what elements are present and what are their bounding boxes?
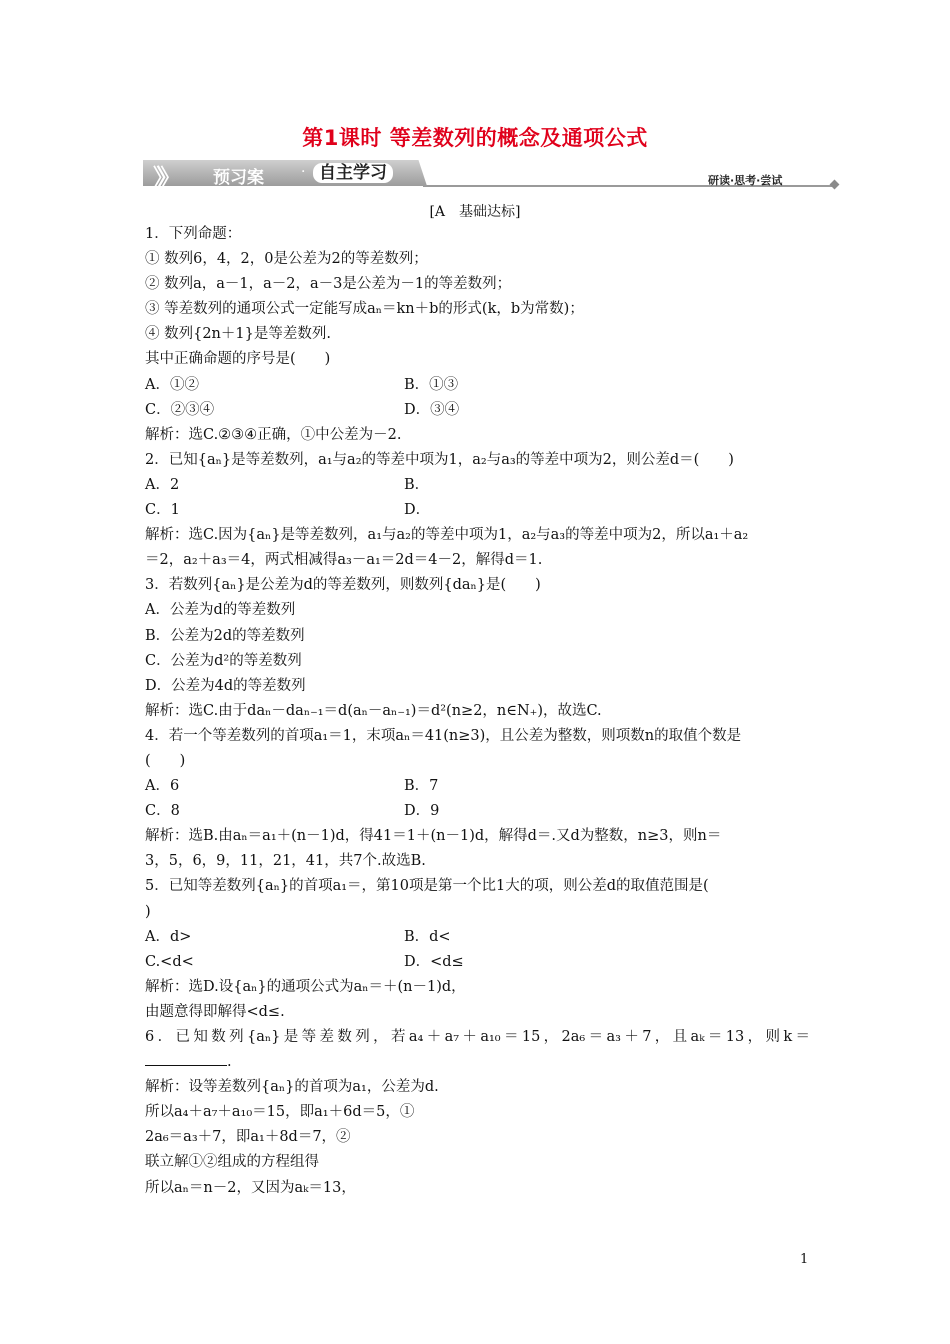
question-line: 6．已知数列{aₙ}是等差数列，若a₄＋a₇＋a₁₀＝15，2a₆＝a₃＋7，且aₖ＝13，则k＝ xyxy=(145,1029,810,1045)
option-row xyxy=(145,373,810,398)
option-d: D．9 xyxy=(404,803,440,820)
solution-line: 解析：选B.由aₙ＝a₁＋(n－1)d，得41＝1＋(n－1)d，解得d＝.又d为整数，n≥3，则n＝ xyxy=(145,828,722,845)
option-d: D．公差为4d的等差数列 xyxy=(145,677,306,694)
option-c: C.<d< xyxy=(145,953,194,970)
option-row xyxy=(145,473,810,498)
question-line: ) xyxy=(145,903,151,920)
diamond-icon xyxy=(830,180,840,190)
option-a: A．公差为d的等差数列 xyxy=(145,602,296,619)
solution-line: 2a₆＝a₃＋7，即a₁＋8d＝7，② xyxy=(145,1129,351,1146)
question-line: 5．已知等差数列{aₙ}的首项a₁＝，第10项是第一个比1大的项，则公差d的取值范围是( xyxy=(145,878,709,895)
option-a: A．2 xyxy=(145,476,180,493)
section-heading: [A 基础达标] xyxy=(429,204,521,220)
banner-subtitle: 研读·思考·尝试 xyxy=(708,174,783,187)
option-a: A．6 xyxy=(145,778,180,795)
text-line: ② 数列a，a－1，a－2，a－3是公差为－1的等差数列； xyxy=(145,276,512,293)
option-d: D．③④ xyxy=(404,401,460,418)
option-row xyxy=(145,799,810,824)
solution-line: 解析：选D.设{aₙ}的通项公式为aₙ＝＋(n－1)d， xyxy=(145,978,466,995)
text-line: 1．下列命题： xyxy=(145,226,242,242)
solution-line: 解析：选C.由于daₙ－daₙ₋₁＝d(aₙ－aₙ₋₁)＝d²(n≥2，n∈N₊)，故选C. xyxy=(145,702,602,719)
question-end: . xyxy=(227,1054,232,1071)
option-d: D． xyxy=(404,502,431,519)
solution-line: 解析：选C.②③④正确，①中公差为－2. xyxy=(145,426,402,443)
page-title: 第1课时 等差数列的概念及通项公式 xyxy=(302,126,648,150)
chevron-right-icon: 》》 xyxy=(153,164,173,192)
option-row xyxy=(145,398,810,423)
solution-line: 所以aₙ＝n－2，又因为aₖ＝13， xyxy=(145,1179,356,1196)
text-line: ③ 等差数列的通项公式一定能写成aₙ＝kn＋b的形式(k，b为常数)； xyxy=(145,301,584,318)
solution-line: 解析：设等差数列{aₙ}的首项为a₁，公差为d. xyxy=(145,1079,439,1096)
option-b: B．7 xyxy=(404,778,439,795)
option-row xyxy=(145,498,810,523)
option-c: C．②③④ xyxy=(145,401,215,418)
option-b: B．d< xyxy=(404,928,451,945)
text-line: ④ 数列{2n＋1}是等差数列. xyxy=(145,326,331,343)
solution-line: ＝2，a₂＋a₃＝4，两式相减得a₃－a₁＝2d＝4－2，解得d＝1. xyxy=(145,552,543,569)
solution-line: 解析：选C.因为{aₙ}是等差数列，a₁与a₂的等差中项为1，a₂与a₃的等差中项为2，所以a₁＋a₂ xyxy=(145,527,749,544)
option-c: C．公差为d²的等差数列 xyxy=(145,652,302,669)
text-line: ① 数列6，4，2，0是公差为2的等差数列； xyxy=(145,251,428,268)
solution-line: 所以a₄＋a₇＋a₁₀＝15，即a₁＋6d＝5，① xyxy=(145,1104,415,1121)
question-line: ( ) xyxy=(145,752,186,769)
question-line: 3．若数列{aₙ}是公差为d的等差数列，则数列{daₙ}是( ) xyxy=(145,577,541,594)
option-row xyxy=(145,950,810,975)
question-line: 2．已知{aₙ}是等差数列，a₁与a₂的等差中项为1，a₂与a₃的等差中项为2，则公差d＝( ) xyxy=(145,451,734,468)
option-c: C．8 xyxy=(145,803,180,820)
option-a: A．d> xyxy=(145,928,192,945)
solution-line: 由题意得即解得<d≤. xyxy=(145,1003,285,1020)
option-b: B．公差为2d的等差数列 xyxy=(145,627,305,644)
question-content xyxy=(145,222,810,1201)
answer-blank-line xyxy=(145,1050,810,1075)
solution-line: 联立解①②组成的方程组得 xyxy=(145,1154,319,1171)
text-line: 其中正确命题的序号是( ) xyxy=(145,351,331,368)
banner-label-self-study: 自主学习 xyxy=(313,163,393,183)
page-number: 1 xyxy=(800,1252,809,1267)
option-c: C．1 xyxy=(145,502,180,519)
option-row xyxy=(145,925,810,950)
question-line: 4．若一个等差数列的首项a₁＝1，末项aₙ＝41(n≥3)，且公差为整数，则项数n的取值个数是 xyxy=(145,727,742,744)
option-a: A．①② xyxy=(145,376,199,393)
answer-blank xyxy=(145,1051,227,1066)
section-banner xyxy=(143,158,843,190)
option-b: B． xyxy=(404,476,430,493)
option-d: D．<d≤ xyxy=(404,953,464,970)
banner-dot: · xyxy=(301,164,306,180)
option-row xyxy=(145,774,810,799)
solution-line: 3，5，6，9，11，21，41，共7个.故选B. xyxy=(145,853,426,870)
option-b: B．①③ xyxy=(404,376,459,393)
banner-label-preview: 预习案 xyxy=(213,168,264,188)
